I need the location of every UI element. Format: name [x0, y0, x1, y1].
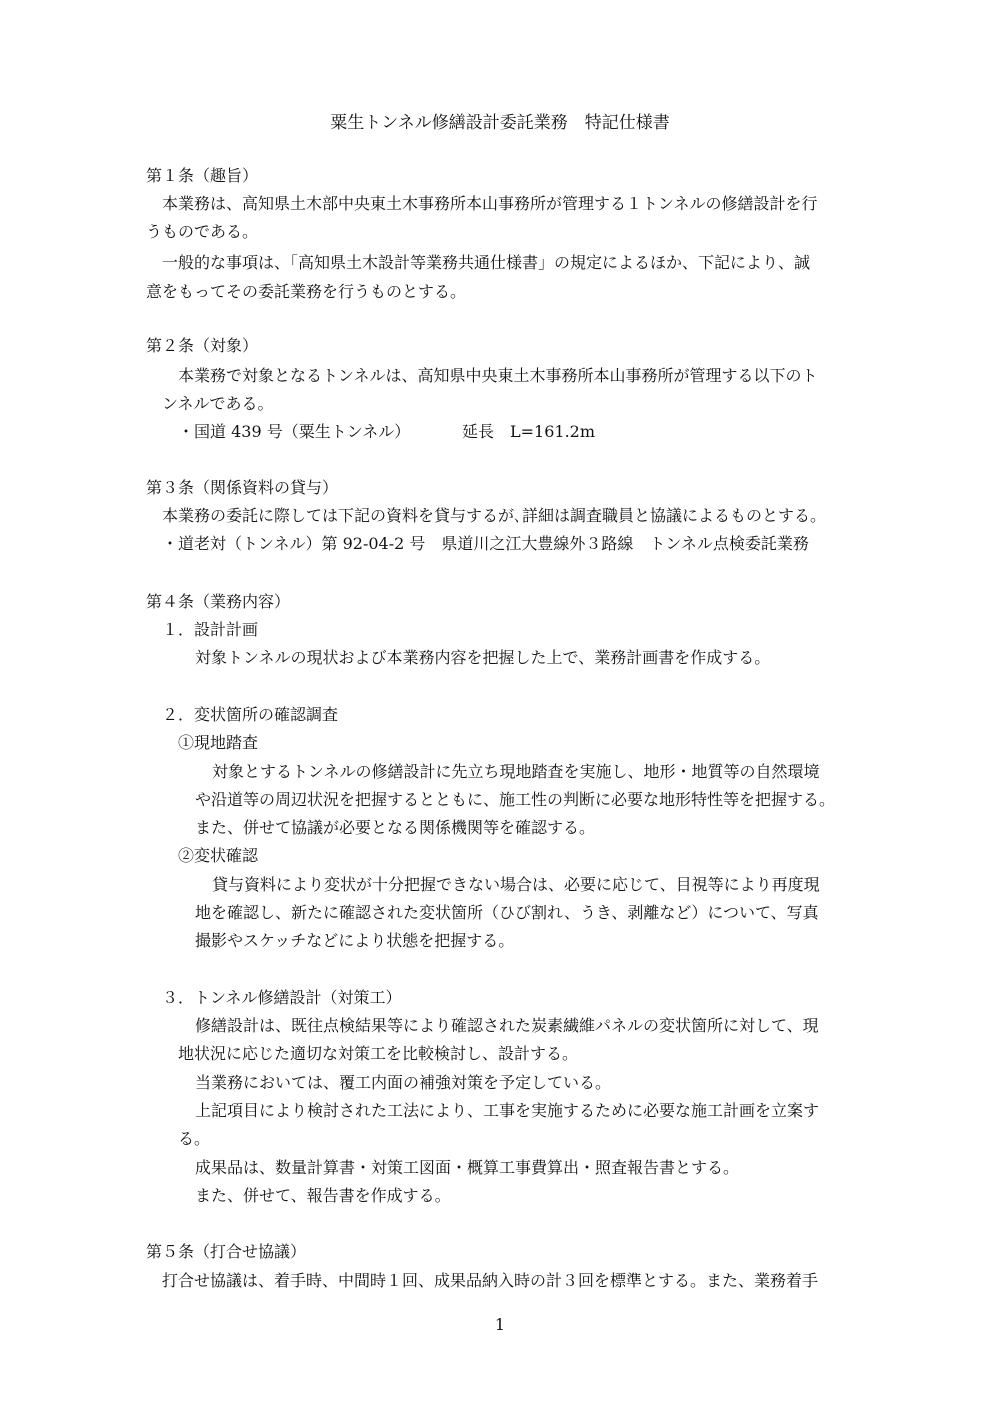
section-3-paragraph-3-line-1: 上記項目により検討された工法により、工事を実施するために必要な施工計画を立案す: [195, 1101, 820, 1120]
article-2-heading: 第２条（対象）: [146, 336, 259, 355]
article-4-heading: 第４条（業務内容）: [146, 592, 291, 611]
document-title: 粟生トンネル修繕設計委託業務 特記仕様書: [330, 113, 670, 133]
section-3-paragraph-5: また、併せて、報告書を作成する。: [195, 1186, 451, 1205]
article-1-paragraph-1-line-2: うものである。: [146, 222, 259, 241]
article-5-heading: 第５条（打合せ協議）: [146, 1242, 307, 1261]
article-2-paragraph-line-1: 本業務で対象となるトンネルは、高知県中央東土木事務所本山事務所が管理する以下のト: [178, 366, 818, 385]
article-2-paragraph-line-2: ンネルである。: [162, 394, 274, 413]
section-2a-line-3: また、併せて協議が必要となる関係機関等を確認する。: [195, 818, 596, 837]
section-1-paragraph: 対象トンネルの現状および本業務内容を把握した上で、業務計画書を作成する。: [195, 648, 771, 667]
article-1-paragraph-2-line-1: 一般的な事項は、「高知県土木設計等業務共通仕様書」の規定によるほか、下記により、誠: [162, 253, 811, 272]
section-3-paragraph-2: 当業務においては、覆工内面の補強対策を予定している。: [195, 1073, 612, 1092]
article-1-paragraph-2-line-2: 意をもってその委託業務を行うものとする。: [146, 282, 467, 301]
section-2a-line-1: 対象とするトンネルの修繕設計に先立ち現地踏査を実施し、地形・地質等の自然環境: [212, 762, 820, 781]
article-3-paragraph: 本業務の委託に際しては下記の資料を貸与するが､詳細は調査職員と協議によるものとする。: [162, 506, 827, 525]
section-3-heading: ３．トンネル修繕設計（対策工）: [162, 988, 402, 1007]
section-2b-line-1: 貸与資料により変状が十分把握できない場合は、必要に応じて、目視等により再度現: [212, 875, 820, 894]
article-3-loaned-document: ・道老対（トンネル）第 92-04-2 号 県道川之江大豊線外３路線 トンネル点検委託業務: [162, 534, 809, 553]
section-3-paragraph-4: 成果品は、数量計算書・対策工図面・概算工事費算出・照査報告書とする。: [195, 1158, 740, 1177]
page-number: 1: [494, 1315, 506, 1334]
article-1-heading: 第１条（趣旨）: [146, 166, 259, 185]
section-2a-heading: ①現地踏査: [178, 733, 259, 752]
article-3-heading: 第３条（関係資料の貸与）: [146, 478, 339, 497]
section-2b-heading: ②変状確認: [178, 846, 259, 865]
section-3-paragraph-1-line-2: 地状況に応じた適切な対策工を比較検討し、設計する。: [178, 1044, 579, 1063]
section-3-paragraph-1-line-1: 修繕設計は、既往点検結果等により確認された炭素繊維パネルの変状箇所に対して、現: [195, 1016, 819, 1035]
article-2-target-length: 延長 L=161.2m: [462, 422, 596, 441]
article-1-paragraph-1-line-1: 本業務は、高知県土木部中央東土木事務所本山事務所が管理する１トンネルの修繕設計を行: [162, 194, 818, 213]
section-2a-line-2: や沿道等の周辺状況を把握するとともに、施工性の判断に必要な地形特性等を把握する。: [195, 790, 836, 809]
section-2-heading: ２．変状箇所の確認調査: [162, 705, 339, 724]
section-2b-line-2: 地を確認し、新たに確認された変状箇所（ひび割れ、うき、剥離など）について、写真: [195, 903, 819, 922]
section-2b-line-3: 撮影やスケッチなどにより状態を把握する。: [195, 931, 515, 950]
article-2-target-name: ・国道 439 号（粟生トンネル）: [178, 422, 411, 441]
section-3-paragraph-3-line-2: る。: [178, 1129, 211, 1148]
article-5-paragraph-line-1: 打合せ協議は、着手時、中間時１回、成果品納入時の計３回を標準とする。また、業務着手: [162, 1271, 819, 1290]
section-1-heading: １．設計計画: [162, 620, 259, 639]
